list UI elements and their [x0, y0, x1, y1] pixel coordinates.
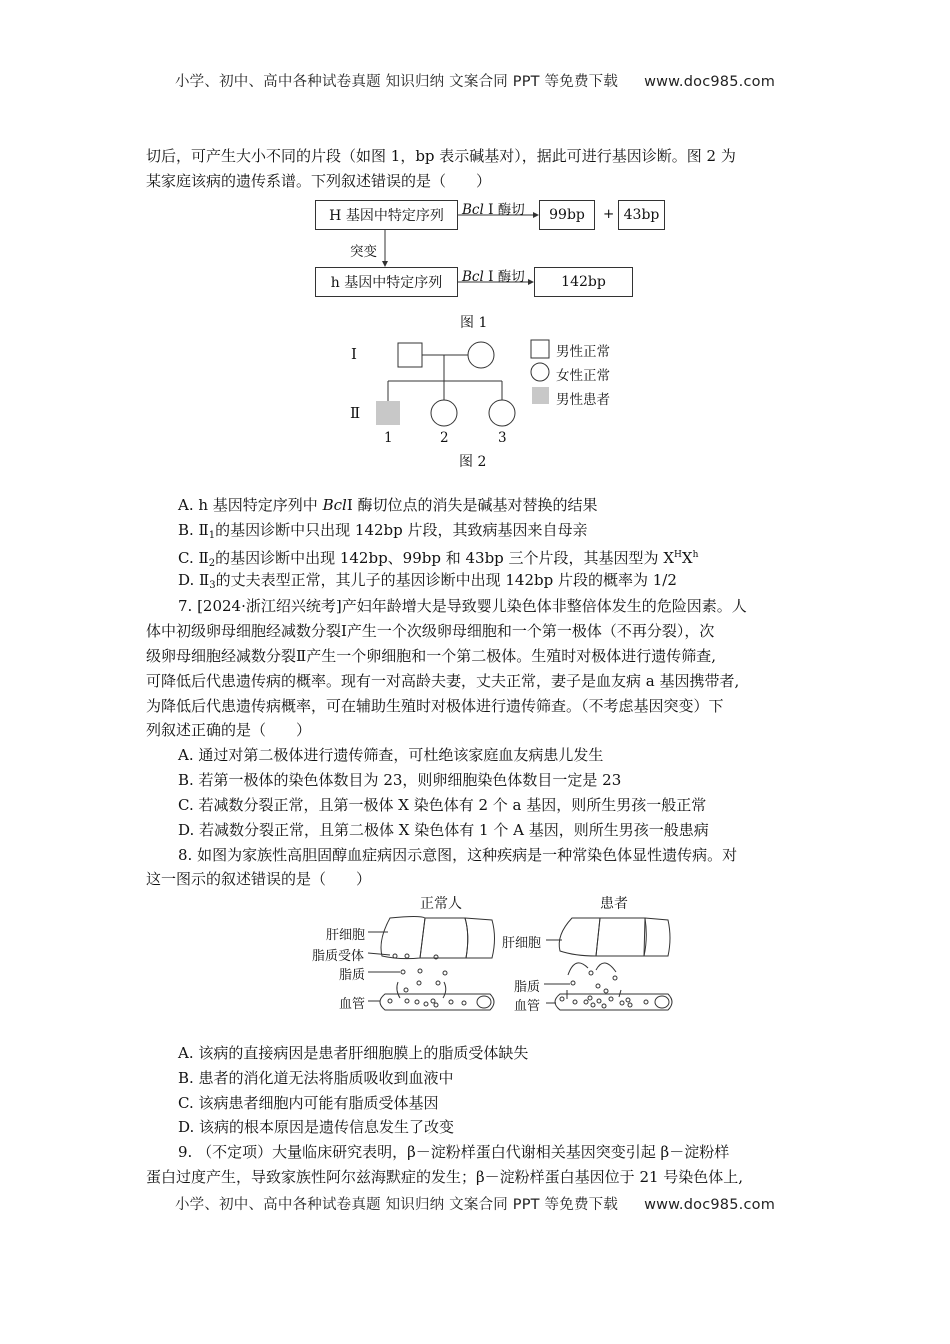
superscript: h — [692, 550, 699, 560]
subscript: 2 — [208, 558, 216, 569]
mutation-label: 突变 — [350, 244, 377, 260]
q8-option-c[interactable]: C. 该病患者细胞内可能有脂质受体基因 — [178, 1094, 439, 1112]
q7-option-c[interactable]: C. 若减数分裂正常，且第一极体 X 染色体有 2 个 a 基因，则所生男孩一般正常 — [178, 796, 707, 814]
subscript: 1 — [208, 530, 216, 541]
patient-lipid-label: 脂质 — [514, 980, 541, 995]
q7-text-line-5: 为降低后代患遗传病概率，可在辅助生殖时对极体进行遗传筛查。（不考虑基因突变）下 — [146, 697, 724, 715]
option-italic: Bcl — [322, 496, 347, 514]
q7-text-line-3: 级卵母细胞经减数分裂Ⅱ产生一个卵细胞和一个第二极体。生殖时对极体进行遗传筛查, — [146, 647, 716, 665]
q7-text-line-2: 体中初级卵母细胞经减数分裂Ⅰ产生一个次级卵母细胞和一个第一极体（不再分裂），次 — [146, 622, 715, 640]
enzyme-rest: I 酶切 — [483, 202, 525, 218]
option-text: C. Ⅱ — [178, 549, 209, 567]
option-text: B. Ⅱ — [178, 521, 209, 539]
h-lower-gene-box: h 基因中特定序列 — [315, 267, 458, 297]
fragment-99bp-box: 99bp — [539, 200, 595, 230]
plus-sign: + — [603, 206, 615, 222]
option-text: X — [681, 549, 693, 567]
enzyme-name: Bcl — [462, 202, 484, 218]
option-text: D. Ⅱ — [178, 571, 210, 589]
legend-male-normal: 男性正常 — [556, 344, 610, 360]
enzyme-rest: I 酶切 — [483, 269, 525, 285]
q8-text-line-2: 这一图示的叙述错误的是（ ） — [146, 870, 372, 888]
subscript: 3 — [209, 580, 216, 591]
header-text: 小学、初中、高中各种试卷真题 知识归纳 文案合同 PPT 等免费下载 — [174, 74, 619, 90]
option-text: 的丈夫表型正常，其儿子的基因诊断中出现 142bp 片段的概率为 1/2 — [215, 571, 677, 589]
option-text: 的基因诊断中只出现 142bp 片段，其致病基因来自母亲 — [215, 521, 588, 539]
q7-text-line-4: 可降低后代患遗传病的概率。现有一对高龄夫妻，丈夫正常，妻子是血友病 a 基因携带者, — [146, 672, 740, 690]
q8-option-a[interactable]: A. 该病的直接病因是患者肝细胞膜上的脂质受体缺失 — [178, 1044, 529, 1062]
footer-url[interactable]: www.doc985.com — [644, 1197, 776, 1213]
q6-text-line-2: 某家庭该病的遗传系谱。下列叙述错误的是（ ） — [146, 172, 492, 190]
q7-text-line-6: 列叙述正确的是（ ） — [146, 721, 312, 739]
option-text: 的基因诊断中出现 142bp、99bp 和 43bp 三个片段，其基因型为 X — [215, 549, 675, 567]
q7-option-b[interactable]: B. 若第一极体的染色体数目为 23，则卵细胞染色体数目一定是 23 — [178, 771, 622, 789]
legend-female-normal: 女性正常 — [556, 368, 610, 384]
q7-text-line-1: 7. [2024·浙江绍兴统考]产妇年龄增大是导致婴儿染色体非整倍体发生的危险因素。人 — [178, 597, 747, 615]
enzyme-name: Bcl — [462, 269, 484, 285]
generation-I-label: Ⅰ — [351, 345, 357, 363]
normal-person-title: 正常人 — [420, 896, 462, 912]
individual-II-2-number: 2 — [440, 430, 449, 446]
figure-2-caption: 图 2 — [459, 454, 487, 470]
footer-text: 小学、初中、高中各种试卷真题 知识归纳 文案合同 PPT 等免费下载 — [174, 1197, 619, 1213]
generation-II-label: Ⅱ — [350, 404, 361, 422]
h-upper-gene-box: H 基因中特定序列 — [315, 200, 458, 230]
normal-vessel-label: 血管 — [339, 997, 366, 1012]
patient-liver-cell-label: 肝细胞 — [502, 936, 542, 951]
patient-vessel-label: 血管 — [514, 999, 541, 1014]
q6-text-line-1: 切后，可产生大小不同的片段（如图 1，bp 表示碱基对），据此可进行基因诊断。图 2 为 — [146, 147, 736, 165]
q8-text-line-1: 8. 如图为家族性高胆固醇血症病因示意图，这种疾病是一种常染色体显性遗传病。对 — [178, 846, 738, 864]
patient-title: 患者 — [600, 896, 628, 912]
fragment-142bp-box: 142bp — [534, 267, 633, 297]
lipid-receptor-label: 脂质受体 — [312, 949, 365, 964]
q8-option-d[interactable]: D. 该病的根本原因是遗传信息发生了改变 — [178, 1118, 455, 1136]
option-text: A. h 基因特定序列中 — [178, 496, 323, 514]
normal-liver-cell-label: 肝细胞 — [326, 928, 366, 943]
q8-option-b[interactable]: B. 患者的消化道无法将脂质吸收到血液中 — [178, 1069, 454, 1087]
figure-1-caption: 图 1 — [460, 315, 488, 331]
legend-male-affected: 男性患者 — [556, 392, 610, 408]
q7-option-d[interactable]: D. 若减数分裂正常，且第二极体 X 染色体有 1 个 A 基因，则所生男孩一般患病 — [178, 821, 709, 839]
fragment-43bp-box: 43bp — [618, 200, 665, 230]
q7-option-a[interactable]: A. 通过对第二极体进行遗传筛查，可杜绝该家庭血友病患儿发生 — [178, 746, 604, 764]
header-url[interactable]: www.doc985.com — [644, 74, 776, 90]
individual-II-3-number: 3 — [498, 430, 507, 446]
option-text: I 酶切位点的消失是碱基对替换的结果 — [346, 496, 598, 514]
normal-lipid-label: 脂质 — [339, 968, 366, 983]
superscript: H — [674, 550, 682, 560]
individual-II-1-number: 1 — [384, 430, 393, 446]
q9-text-line-2: 蛋白过度产生，导致家族性阿尔兹海默症的发生；β－淀粉样蛋白基因位于 21 号染色体上, — [146, 1168, 744, 1186]
page-footer — [0, 1193, 950, 1214]
q9-text-line-1: 9. （不定项）大量临床研究表明，β－淀粉样蛋白代谢相关基因突变引起 β－淀粉样 — [178, 1143, 730, 1161]
